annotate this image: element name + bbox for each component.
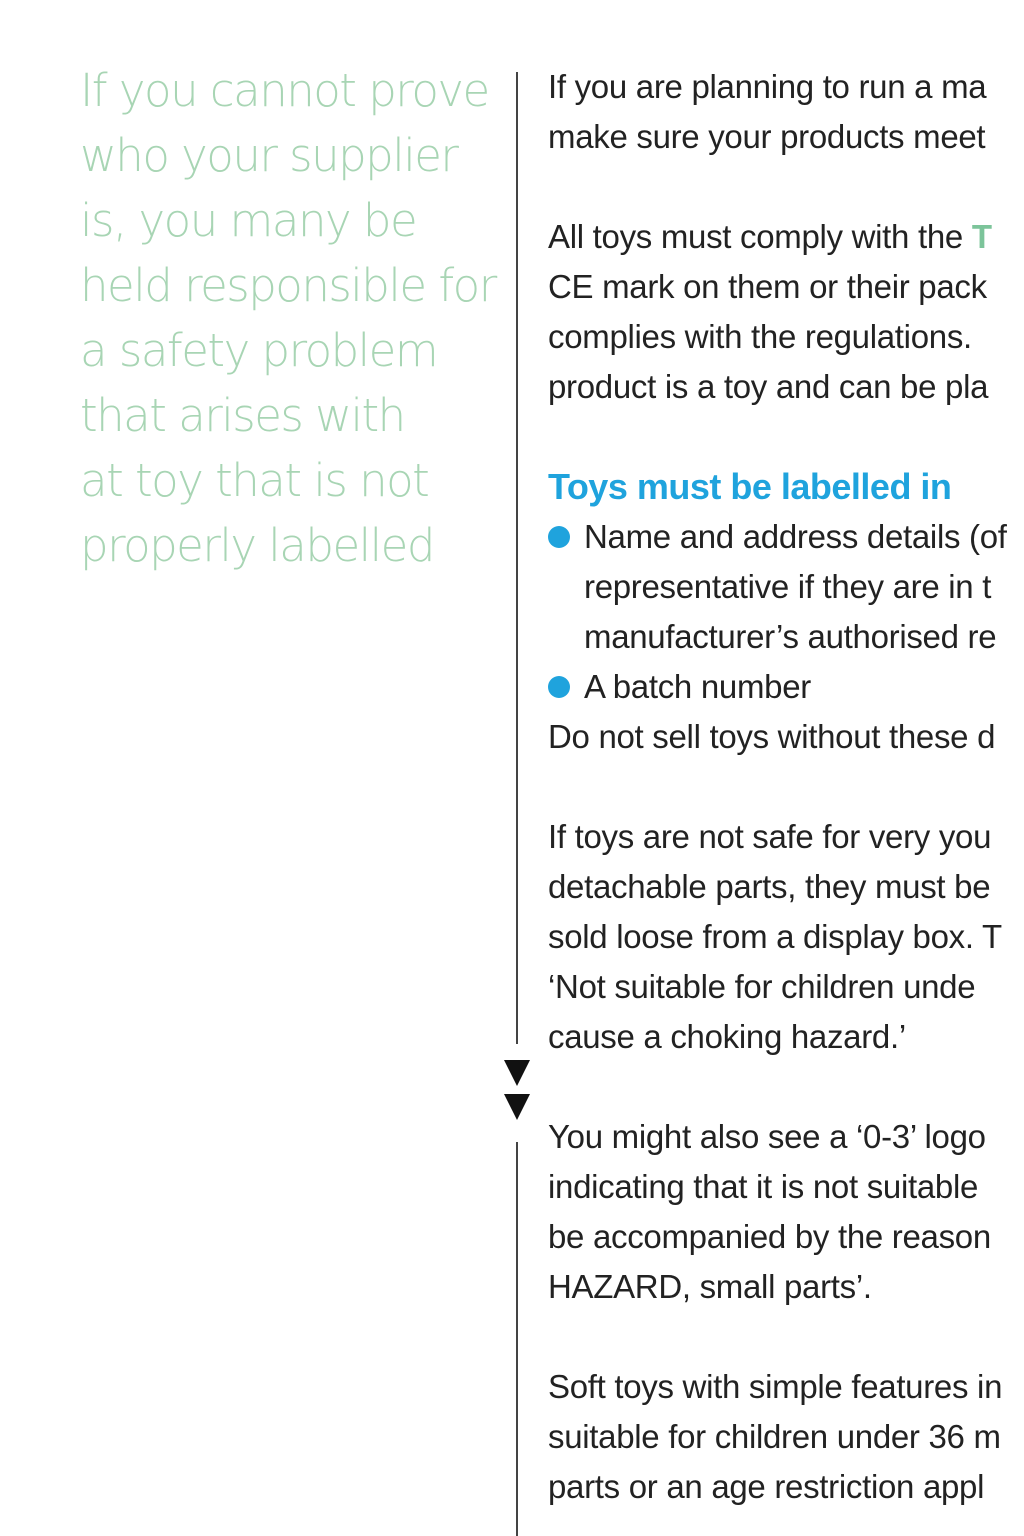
body-line: If toys are not safe for very you — [548, 818, 992, 855]
pull-quote-line: at toy that is not — [80, 454, 429, 507]
list-item — [548, 512, 1024, 562]
bullet-dot-icon — [548, 676, 570, 698]
column-divider-top — [516, 72, 518, 1044]
pull-quote-line: who your supplier — [80, 129, 458, 182]
body-line: sold loose from a display box. T — [548, 918, 1002, 955]
bullet-dot-icon — [548, 526, 570, 548]
body-column — [548, 62, 1024, 1512]
body-line: be accompanied by the reason — [548, 1218, 991, 1255]
list-item-text: Name and address details (of — [584, 518, 1007, 555]
pull-quote-line: If you cannot prove — [80, 64, 489, 117]
body-line: ‘Not suitable for children unde — [548, 968, 976, 1005]
body-line: product is a toy and can be pla — [548, 368, 989, 405]
pull-quote-line: is, you many be — [80, 194, 417, 247]
list-item-continuation: manufacturer’s authorised re — [584, 618, 997, 655]
body-line: HAZARD, small parts’. — [548, 1268, 872, 1305]
body-line: indicating that it is not suitable — [548, 1168, 979, 1205]
body-line — [548, 212, 1024, 262]
body-line-text: All toys must comply with the — [548, 218, 972, 255]
list-item-continuation: representative if they are in t — [584, 568, 992, 605]
column-divider-bottom — [516, 1142, 518, 1536]
body-line: parts or an age restriction appl — [548, 1468, 985, 1505]
regulation-link[interactable]: T — [971, 218, 992, 255]
double-down-triangle-icon — [502, 1058, 532, 1124]
body-line: Do not sell toys without these d — [548, 718, 996, 755]
body-line: complies with the regulations. — [548, 318, 972, 355]
list-item — [548, 662, 1024, 712]
body-line: suitable for children under 36 m — [548, 1418, 1001, 1455]
pull-quote-line: a safety problem — [80, 324, 438, 377]
body-line: You might also see a ‘0-3’ logo — [548, 1118, 986, 1155]
body-line: If you are planning to run a ma — [548, 68, 987, 105]
section-heading: Toys must be labelled in — [548, 466, 952, 507]
pull-quote-line: properly labelled — [80, 519, 434, 572]
body-line: CE mark on them or their pack — [548, 268, 987, 305]
pull-quote-line: held responsible for — [80, 259, 496, 312]
list-item-text: A batch number — [584, 668, 811, 705]
body-line: make sure your products meet — [548, 118, 986, 155]
body-line: detachable parts, they must be — [548, 868, 991, 905]
body-line: cause a choking hazard.’ — [548, 1018, 906, 1055]
body-line: Soft toys with simple features in — [548, 1368, 1003, 1405]
pull-quote — [80, 58, 500, 578]
pull-quote-line: that arises with — [80, 389, 405, 442]
